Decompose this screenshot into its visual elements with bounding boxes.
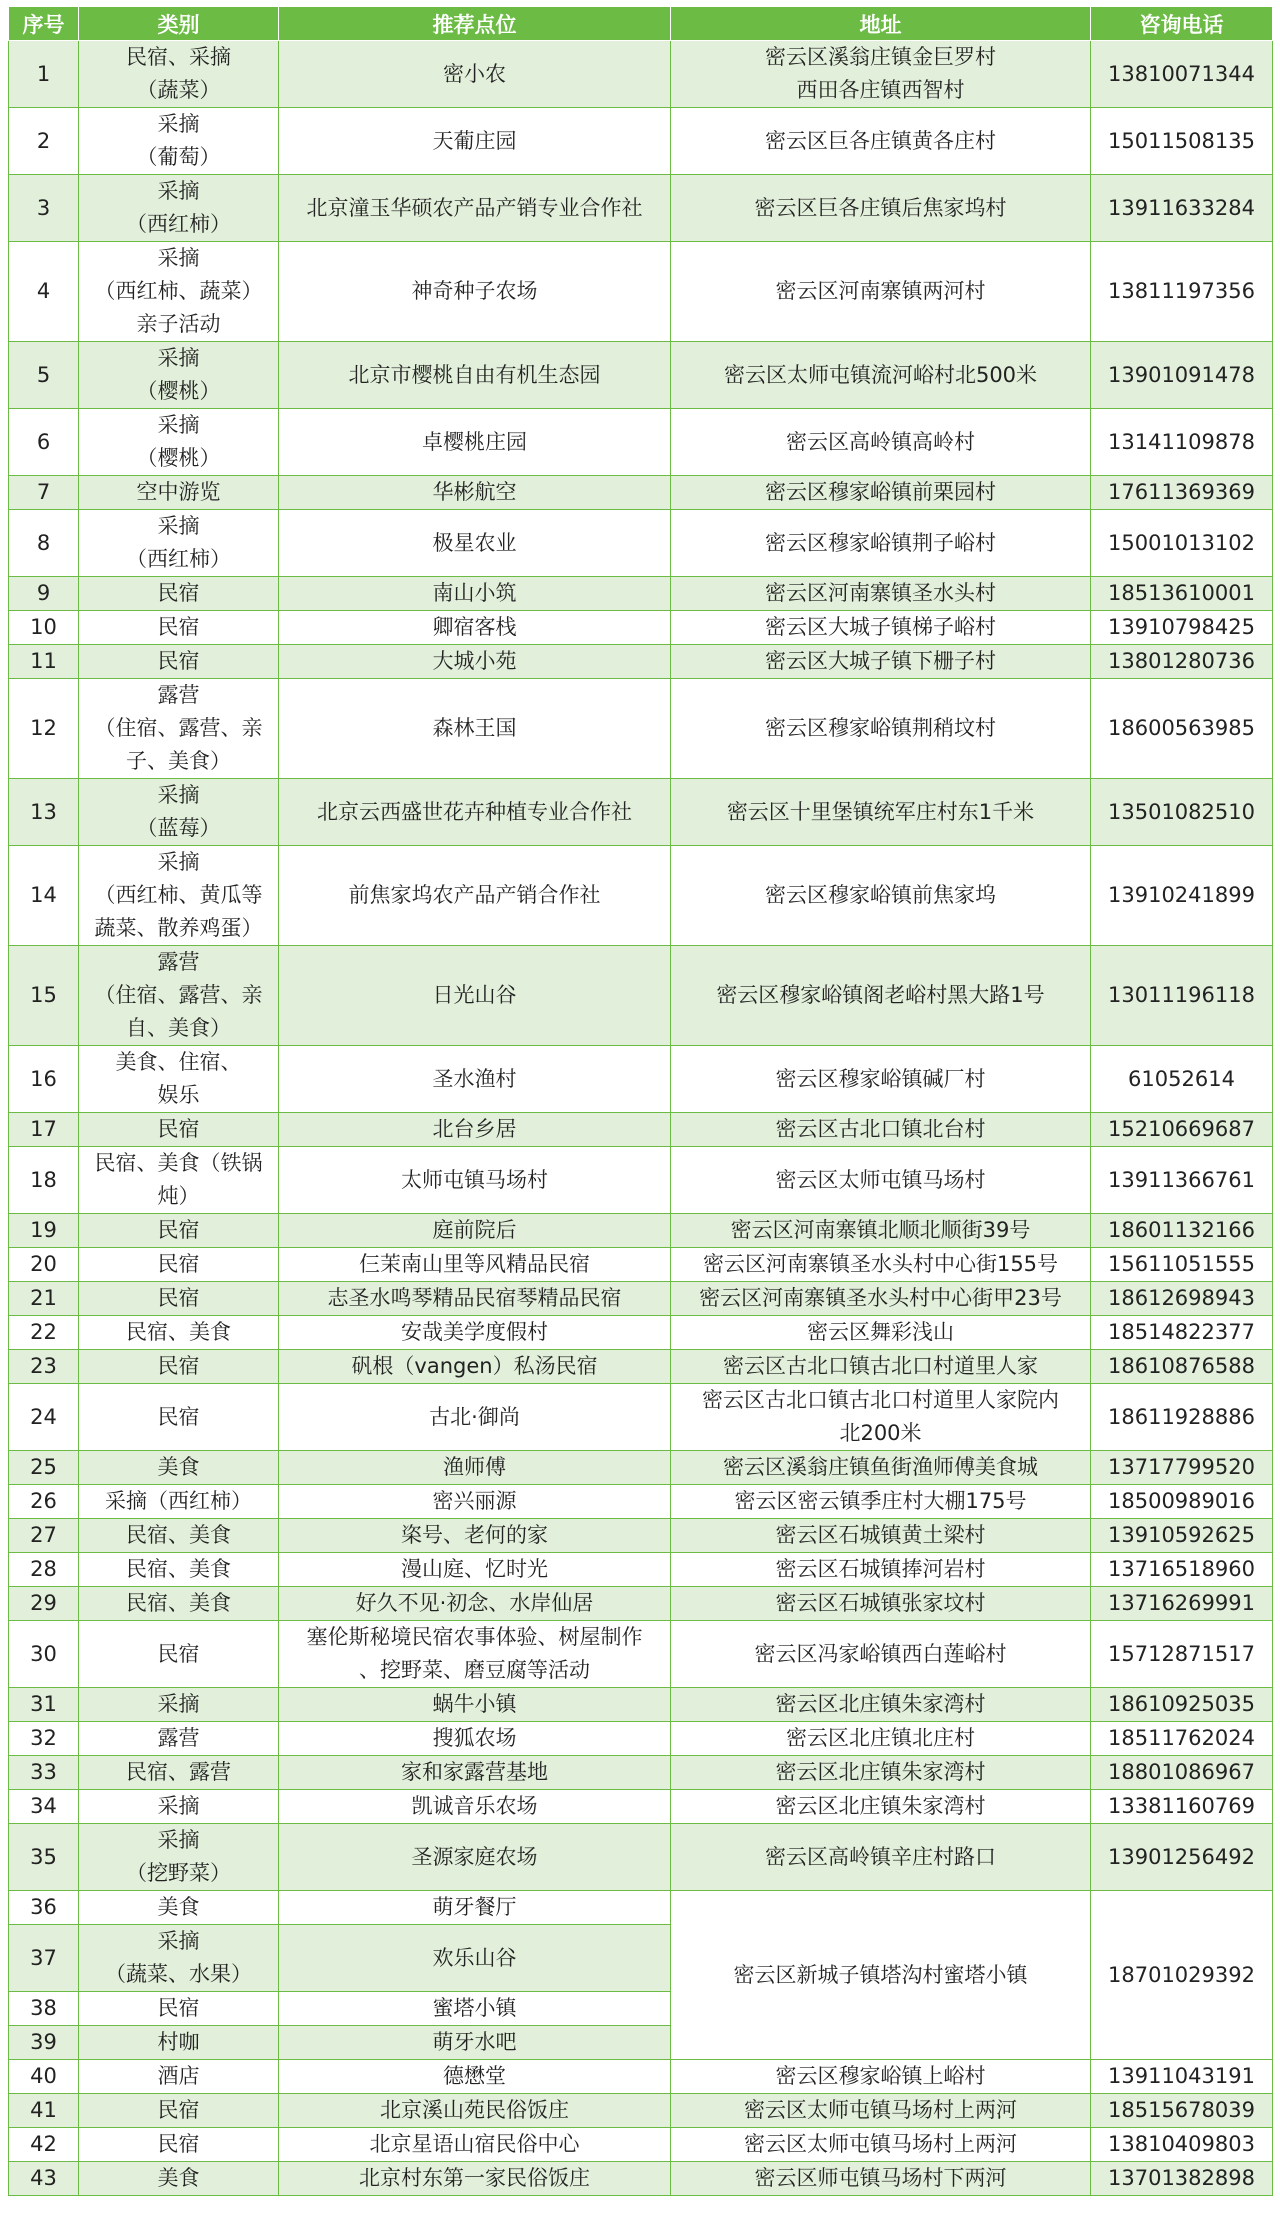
- cell-venue: 安哉美学度假村: [279, 1316, 671, 1350]
- cell-category: 酒店: [79, 2060, 279, 2094]
- table-row: [9, 1688, 1273, 1722]
- cell-index: 41: [9, 2094, 79, 2128]
- cell-phone: 18514822377: [1091, 1316, 1273, 1350]
- cell-phone: 13910241899: [1091, 846, 1273, 946]
- cell-index: 2: [9, 108, 79, 175]
- cell-index: 34: [9, 1790, 79, 1824]
- cell-phone: 13716518960: [1091, 1553, 1273, 1587]
- cell-phone: 13716269991: [1091, 1587, 1273, 1621]
- cell-address: 密云区石城镇捧河岩村: [671, 1553, 1091, 1587]
- cell-venue: 古北·御尚: [279, 1384, 671, 1451]
- cell-category: 采摘 （葡萄）: [79, 108, 279, 175]
- cell-phone: 13901256492: [1091, 1824, 1273, 1891]
- cell-index: 40: [9, 2060, 79, 2094]
- cell-venue: 天葡庄园: [279, 108, 671, 175]
- cell-category: 露营 （住宿、露营、亲 子、美食）: [79, 679, 279, 779]
- cell-address: 密云区河南寨镇北顺北顺街39号: [671, 1214, 1091, 1248]
- cell-address: 密云区石城镇张家坟村: [671, 1587, 1091, 1621]
- cell-venue: 塞伦斯秘境民宿农事体验、树屋制作 、挖野菜、磨豆腐等活动: [279, 1621, 671, 1688]
- cell-category: 采摘 （西红柿）: [79, 510, 279, 577]
- cell-venue: 仨茉南山里等风精品民宿: [279, 1248, 671, 1282]
- table-row: [9, 1316, 1273, 1350]
- cell-phone: 18701029392: [1091, 1891, 1273, 2060]
- cell-venue: 志圣水鸣琴精品民宿琴精品民宿: [279, 1282, 671, 1316]
- table-row: [9, 1824, 1273, 1891]
- table-row: [9, 577, 1273, 611]
- cell-venue: 欢乐山谷: [279, 1925, 671, 1992]
- cell-category: 民宿、美食: [79, 1587, 279, 1621]
- cell-phone: 13810071344: [1091, 41, 1273, 108]
- cell-index: 26: [9, 1485, 79, 1519]
- cell-address: 密云区冯家峪镇西白莲峪村: [671, 1621, 1091, 1688]
- cell-category: 民宿: [79, 1282, 279, 1316]
- cell-phone: 13701382898: [1091, 2162, 1273, 2196]
- cell-venue: 北京潼玉华硕农产品产销专业合作社: [279, 175, 671, 242]
- cell-venue: 北台乡居: [279, 1113, 671, 1147]
- cell-index: 1: [9, 41, 79, 108]
- cell-phone: 18611928886: [1091, 1384, 1273, 1451]
- cell-index: 23: [9, 1350, 79, 1384]
- cell-category: 采摘 （西红柿、黄瓜等 蔬菜、散养鸡蛋）: [79, 846, 279, 946]
- cell-address: 密云区师屯镇马场村下两河: [671, 2162, 1091, 2196]
- cell-category: 采摘 （樱桃）: [79, 342, 279, 409]
- cell-phone: 13911043191: [1091, 2060, 1273, 2094]
- cell-venue: 萌牙水吧: [279, 2026, 671, 2060]
- table-row: [9, 108, 1273, 175]
- table-row: [9, 1891, 1273, 1925]
- cell-category: 民宿: [79, 1384, 279, 1451]
- cell-category: 采摘: [79, 1790, 279, 1824]
- cell-address: 密云区巨各庄镇黄各庄村: [671, 108, 1091, 175]
- cell-venue: 渔师傅: [279, 1451, 671, 1485]
- cell-venue: 前焦家坞农产品产销合作社: [279, 846, 671, 946]
- table-row: [9, 846, 1273, 946]
- header-venue: 推荐点位: [279, 7, 671, 41]
- table-row: [9, 1756, 1273, 1790]
- cell-phone: 13911366761: [1091, 1147, 1273, 1214]
- table-row: [9, 1621, 1273, 1688]
- cell-venue: 圣源家庭农场: [279, 1824, 671, 1891]
- cell-phone: 18610925035: [1091, 1688, 1273, 1722]
- cell-address: 密云区太师屯镇马场村上两河: [671, 2094, 1091, 2128]
- cell-phone: 13910798425: [1091, 611, 1273, 645]
- cell-venue: 卿宿客栈: [279, 611, 671, 645]
- cell-category: 民宿: [79, 611, 279, 645]
- cell-venue: 北京星语山宿民俗中心: [279, 2128, 671, 2162]
- header-address: 地址: [671, 7, 1091, 41]
- cell-category: 美食: [79, 1451, 279, 1485]
- cell-phone: 15712871517: [1091, 1621, 1273, 1688]
- table-row: [9, 1451, 1273, 1485]
- cell-venue: 搜狐农场: [279, 1722, 671, 1756]
- cell-index: 39: [9, 2026, 79, 2060]
- cell-index: 10: [9, 611, 79, 645]
- cell-venue: 凯诚音乐农场: [279, 1790, 671, 1824]
- cell-phone: 15001013102: [1091, 510, 1273, 577]
- table-row: [9, 1485, 1273, 1519]
- table-row: [9, 779, 1273, 846]
- cell-address: 密云区新城子镇塔沟村蜜塔小镇: [671, 1891, 1091, 2060]
- cell-venue: 蜗牛小镇: [279, 1688, 671, 1722]
- cell-category: 民宿: [79, 2094, 279, 2128]
- cell-index: 20: [9, 1248, 79, 1282]
- cell-venue: 北京溪山苑民俗饭庄: [279, 2094, 671, 2128]
- cell-phone: 13811197356: [1091, 242, 1273, 342]
- cell-index: 7: [9, 476, 79, 510]
- cell-category: 采摘: [79, 1688, 279, 1722]
- cell-phone: 17611369369: [1091, 476, 1273, 510]
- cell-phone: 18515678039: [1091, 2094, 1273, 2128]
- cell-address: 密云区古北口镇北台村: [671, 1113, 1091, 1147]
- cell-index: 13: [9, 779, 79, 846]
- cell-address: 密云区古北口镇古北口村道里人家: [671, 1350, 1091, 1384]
- cell-index: 24: [9, 1384, 79, 1451]
- table-row: [9, 2060, 1273, 2094]
- cell-category: 民宿: [79, 645, 279, 679]
- cell-phone: 13910592625: [1091, 1519, 1273, 1553]
- header-category: 类别: [79, 7, 279, 41]
- cell-index: 35: [9, 1824, 79, 1891]
- table-row: [9, 1147, 1273, 1214]
- table-row: [9, 679, 1273, 779]
- cell-address: 密云区古北口镇古北口村道里人家院内 北200米: [671, 1384, 1091, 1451]
- cell-category: 民宿: [79, 1214, 279, 1248]
- table-row: [9, 946, 1273, 1046]
- cell-venue: 森林王国: [279, 679, 671, 779]
- cell-address: 密云区太师屯镇马场村: [671, 1147, 1091, 1214]
- table-row: [9, 342, 1273, 409]
- cell-index: 16: [9, 1046, 79, 1113]
- cell-index: 25: [9, 1451, 79, 1485]
- cell-index: 8: [9, 510, 79, 577]
- cell-address: 密云区北庄镇朱家湾村: [671, 1790, 1091, 1824]
- cell-phone: 18511762024: [1091, 1722, 1273, 1756]
- cell-venue: 极星农业: [279, 510, 671, 577]
- cell-address: 密云区北庄镇朱家湾村: [671, 1756, 1091, 1790]
- cell-venue: 大城小苑: [279, 645, 671, 679]
- table-row: [9, 1790, 1273, 1824]
- cell-category: 采摘 （西红柿、蔬菜） 亲子活动: [79, 242, 279, 342]
- recommendation-table: [8, 6, 1273, 2196]
- cell-phone: 13381160769: [1091, 1790, 1273, 1824]
- cell-venue: 华彬航空: [279, 476, 671, 510]
- cell-venue: 圣水渔村: [279, 1046, 671, 1113]
- cell-index: 14: [9, 846, 79, 946]
- cell-index: 42: [9, 2128, 79, 2162]
- cell-phone: 61052614: [1091, 1046, 1273, 1113]
- cell-venue: 太师屯镇马场村: [279, 1147, 671, 1214]
- cell-category: 民宿、美食: [79, 1519, 279, 1553]
- table-row: [9, 1248, 1273, 1282]
- cell-category: 民宿、采摘 （蔬菜）: [79, 41, 279, 108]
- cell-address: 密云区穆家峪镇上峪村: [671, 2060, 1091, 2094]
- cell-venue: 北京云西盛世花卉种植专业合作社: [279, 779, 671, 846]
- cell-venue: 德懋堂: [279, 2060, 671, 2094]
- cell-address: 密云区巨各庄镇后焦家坞村: [671, 175, 1091, 242]
- cell-venue: 北京村东第一家民俗饭庄: [279, 2162, 671, 2196]
- cell-phone: 13801280736: [1091, 645, 1273, 679]
- cell-venue: 卓樱桃庄园: [279, 409, 671, 476]
- cell-venue: 漫山庭、忆时光: [279, 1553, 671, 1587]
- cell-category: 采摘 （挖野菜）: [79, 1824, 279, 1891]
- cell-address: 密云区太师屯镇流河峪村北500米: [671, 342, 1091, 409]
- table-row: [9, 1384, 1273, 1451]
- header-index: 序号: [9, 7, 79, 41]
- cell-address: 密云区高岭镇高岭村: [671, 409, 1091, 476]
- cell-category: 村咖: [79, 2026, 279, 2060]
- cell-category: 民宿: [79, 1992, 279, 2026]
- table-row: [9, 409, 1273, 476]
- cell-phone: 18601132166: [1091, 1214, 1273, 1248]
- cell-phone: 13011196118: [1091, 946, 1273, 1046]
- cell-phone: 18513610001: [1091, 577, 1273, 611]
- cell-category: 采摘 （樱桃）: [79, 409, 279, 476]
- cell-index: 17: [9, 1113, 79, 1147]
- cell-phone: 13717799520: [1091, 1451, 1273, 1485]
- cell-venue: 日光山谷: [279, 946, 671, 1046]
- cell-index: 21: [9, 1282, 79, 1316]
- table-row: [9, 1722, 1273, 1756]
- cell-venue: 好久不见·初念、水岸仙居: [279, 1587, 671, 1621]
- cell-phone: 13901091478: [1091, 342, 1273, 409]
- cell-venue: 神奇种子农场: [279, 242, 671, 342]
- cell-category: 民宿: [79, 2128, 279, 2162]
- cell-index: 43: [9, 2162, 79, 2196]
- cell-index: 33: [9, 1756, 79, 1790]
- cell-phone: 18500989016: [1091, 1485, 1273, 1519]
- cell-category: 民宿、露营: [79, 1756, 279, 1790]
- cell-index: 18: [9, 1147, 79, 1214]
- cell-address: 密云区溪翁庄镇鱼街渔师傅美食城: [671, 1451, 1091, 1485]
- cell-category: 采摘 （蔬菜、水果）: [79, 1925, 279, 1992]
- header-phone: 咨询电话: [1091, 7, 1273, 41]
- cell-address: 密云区穆家峪镇荆稍坟村: [671, 679, 1091, 779]
- table-row: [9, 1587, 1273, 1621]
- table-row: [9, 1214, 1273, 1248]
- cell-category: 民宿、美食: [79, 1553, 279, 1587]
- table-row: [9, 2128, 1273, 2162]
- cell-category: 美食、住宿、 娱乐: [79, 1046, 279, 1113]
- cell-address: 密云区石城镇黄土梁村: [671, 1519, 1091, 1553]
- cell-venue: 南山小筑: [279, 577, 671, 611]
- cell-category: 民宿: [79, 1248, 279, 1282]
- cell-address: 密云区十里堡镇统军庄村东1千米: [671, 779, 1091, 846]
- cell-index: 38: [9, 1992, 79, 2026]
- cell-index: 31: [9, 1688, 79, 1722]
- cell-venue: 北京市樱桃自由有机生态园: [279, 342, 671, 409]
- table-row: [9, 1519, 1273, 1553]
- cell-index: 32: [9, 1722, 79, 1756]
- cell-address: 密云区高岭镇辛庄村路口: [671, 1824, 1091, 1891]
- cell-category: 露营 （住宿、露营、亲 自、美食）: [79, 946, 279, 1046]
- cell-index: 5: [9, 342, 79, 409]
- table-row: [9, 1553, 1273, 1587]
- cell-index: 37: [9, 1925, 79, 1992]
- cell-address: 密云区舞彩浅山: [671, 1316, 1091, 1350]
- cell-address: 密云区密云镇季庄村大棚175号: [671, 1485, 1091, 1519]
- cell-phone: 15011508135: [1091, 108, 1273, 175]
- cell-index: 3: [9, 175, 79, 242]
- cell-venue: 密小农: [279, 41, 671, 108]
- table-row: [9, 510, 1273, 577]
- cell-index: 30: [9, 1621, 79, 1688]
- table-row: [9, 1113, 1273, 1147]
- cell-address: 密云区溪翁庄镇金巨罗村 西田各庄镇西智村: [671, 41, 1091, 108]
- cell-venue: 矾根（vangen）私汤民宿: [279, 1350, 671, 1384]
- cell-phone: 18610876588: [1091, 1350, 1273, 1384]
- table-row: [9, 1282, 1273, 1316]
- table-row: [9, 242, 1273, 342]
- cell-category: 民宿: [79, 1621, 279, 1688]
- cell-category: 露营: [79, 1722, 279, 1756]
- cell-address: 密云区穆家峪镇碱厂村: [671, 1046, 1091, 1113]
- cell-address: 密云区穆家峪镇阁老峪村黑大路1号: [671, 946, 1091, 1046]
- cell-venue: 密兴丽源: [279, 1485, 671, 1519]
- cell-index: 4: [9, 242, 79, 342]
- table-row: [9, 1350, 1273, 1384]
- cell-phone: 18801086967: [1091, 1756, 1273, 1790]
- cell-address: 密云区穆家峪镇前焦家坞: [671, 846, 1091, 946]
- cell-category: 空中游览: [79, 476, 279, 510]
- cell-address: 密云区河南寨镇圣水头村: [671, 577, 1091, 611]
- cell-phone: 13810409803: [1091, 2128, 1273, 2162]
- table-row: [9, 476, 1273, 510]
- cell-category: 民宿: [79, 1350, 279, 1384]
- cell-phone: 13911633284: [1091, 175, 1273, 242]
- table-row: [9, 175, 1273, 242]
- cell-address: 密云区太师屯镇马场村上两河: [671, 2128, 1091, 2162]
- table-row: [9, 2162, 1273, 2196]
- cell-category: 采摘（西红柿）: [79, 1485, 279, 1519]
- cell-index: 28: [9, 1553, 79, 1587]
- cell-address: 密云区大城子镇梯子峪村: [671, 611, 1091, 645]
- cell-phone: 15210669687: [1091, 1113, 1273, 1147]
- cell-index: 9: [9, 577, 79, 611]
- cell-index: 15: [9, 946, 79, 1046]
- cell-address: 密云区河南寨镇圣水头村中心街甲23号: [671, 1282, 1091, 1316]
- cell-category: 民宿、美食: [79, 1316, 279, 1350]
- cell-index: 22: [9, 1316, 79, 1350]
- cell-index: 12: [9, 679, 79, 779]
- cell-index: 36: [9, 1891, 79, 1925]
- cell-address: 密云区北庄镇北庄村: [671, 1722, 1091, 1756]
- cell-address: 密云区河南寨镇圣水头村中心街155号: [671, 1248, 1091, 1282]
- cell-phone: 18600563985: [1091, 679, 1273, 779]
- cell-phone: 13141109878: [1091, 409, 1273, 476]
- cell-index: 19: [9, 1214, 79, 1248]
- table-row: [9, 41, 1273, 108]
- cell-address: 密云区河南寨镇两河村: [671, 242, 1091, 342]
- cell-phone: 13501082510: [1091, 779, 1273, 846]
- table-row: [9, 1046, 1273, 1113]
- cell-address: 密云区北庄镇朱家湾村: [671, 1688, 1091, 1722]
- cell-category: 民宿: [79, 1113, 279, 1147]
- cell-index: 29: [9, 1587, 79, 1621]
- cell-venue: 庭前院后: [279, 1214, 671, 1248]
- cell-address: 密云区大城子镇下栅子村: [671, 645, 1091, 679]
- cell-address: 密云区穆家峪镇前栗园村: [671, 476, 1091, 510]
- cell-category: 民宿、美食（铁锅 炖）: [79, 1147, 279, 1214]
- cell-category: 采摘 （西红柿）: [79, 175, 279, 242]
- table-row: [9, 611, 1273, 645]
- cell-venue: 萌牙餐厅: [279, 1891, 671, 1925]
- table-row: [9, 645, 1273, 679]
- cell-category: 美食: [79, 1891, 279, 1925]
- cell-address: 密云区穆家峪镇荆子峪村: [671, 510, 1091, 577]
- cell-phone: 15611051555: [1091, 1248, 1273, 1282]
- header-row: [9, 7, 1273, 41]
- cell-index: 27: [9, 1519, 79, 1553]
- cell-index: 11: [9, 645, 79, 679]
- table-row: [9, 2094, 1273, 2128]
- cell-category: 美食: [79, 2162, 279, 2196]
- cell-venue: 栥号、老何的家: [279, 1519, 671, 1553]
- cell-phone: 18612698943: [1091, 1282, 1273, 1316]
- cell-index: 6: [9, 409, 79, 476]
- cell-venue: 蜜塔小镇: [279, 1992, 671, 2026]
- cell-category: 采摘 （蓝莓）: [79, 779, 279, 846]
- cell-category: 民宿: [79, 577, 279, 611]
- table-body: [9, 41, 1273, 2196]
- cell-venue: 家和家露营基地: [279, 1756, 671, 1790]
